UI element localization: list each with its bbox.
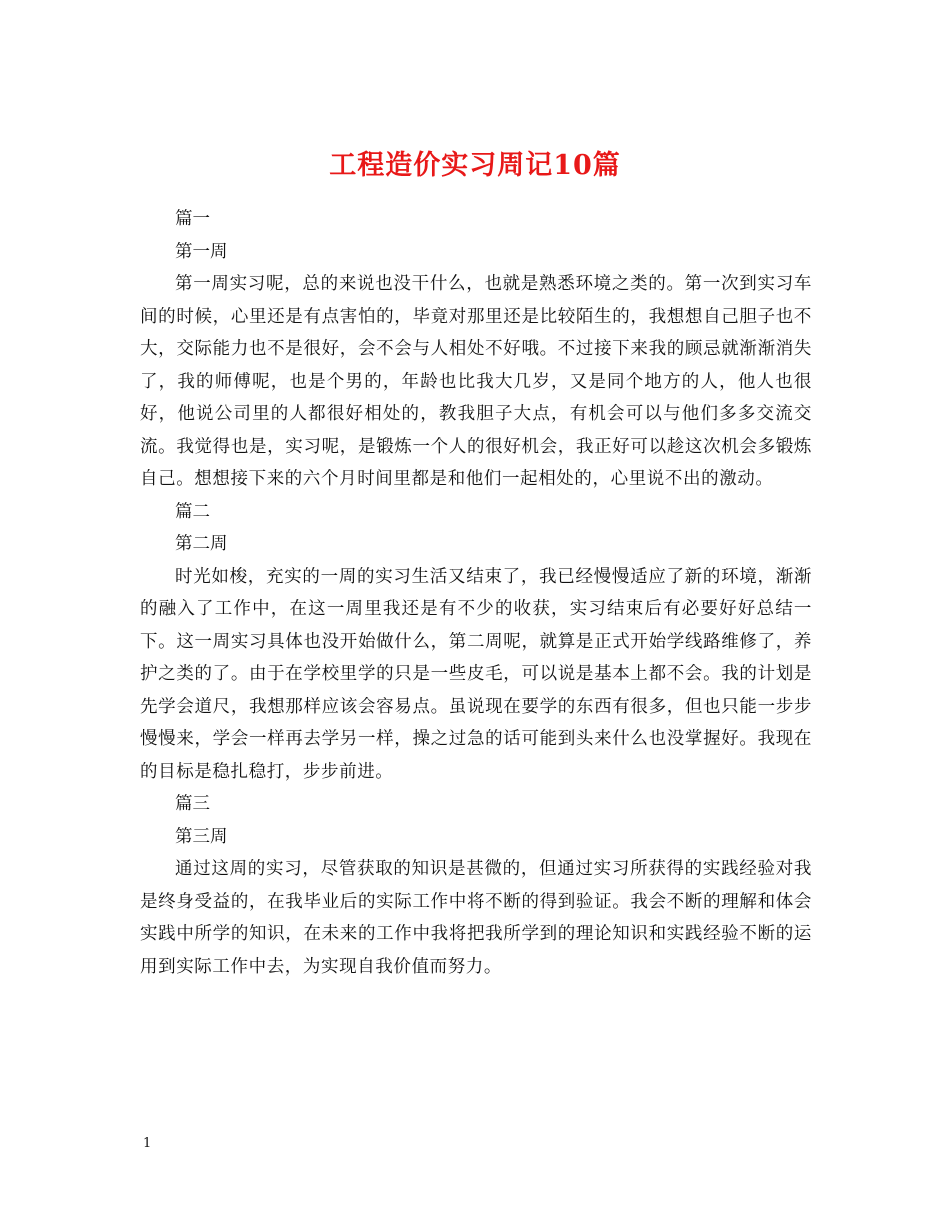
section-label: 篇二	[175, 501, 210, 522]
page-number: 1	[143, 1136, 152, 1151]
section-label: 篇一	[175, 209, 210, 229]
section-paragraph: 通过这周的实习，尽管获取的知识是甚微的，但通过实习所获得的实践经验对我是终身受益的，在我毕业后的实际工作中将不断的得到验证。我会不断的理解和体会实践中所学的知识，在未来的工作中我将把我所学到的理论知识和实践经验不断的运用到实际工作中去，为实现自我价值而努力。	[140, 859, 812, 977]
section-paragraph: 第一周实习呢，总的来说也没干什么，也就是熟悉环境之类的。第一次到实习车间的时候，心里还是有点害怕的，毕竟对那里还是比较陌生的，我想想自己胆子也不大，交际能力也不是很好，会不会与人相处不好哦。不过接下来我的顾忌就渐渐消失了，我的师傅呢，也是个男的，年龄也比我大几岁，又是同个地方的人，他人也很好，他说公司里的人都很好相处的，教我胆子大点，有机会可以与他们多多交流交流。我觉得也是，实习呢，是锻炼一个人的很好机会，我正好可以趁这次机会多锻炼自己。想想接下来的六个月时间里都是和他们一起相处的，心里说不出的激动。	[140, 274, 812, 489]
section-paragraph: 时光如梭，充实的一周的实习生活又结束了，我已经慢慢适应了新的环境，渐渐的融入了工作中，在这一周里我还是有不少的收获，实习结束后有必要好好总结一下。这一周实习具体也没开始做什么，第二周呢，就算是正式开始学线路维修了，养护之类的了。由于在学校里学的只是一些皮毛，可以说是基本上都不会。我的计划是先学会道尺，我想那样应该会容易点。虽说现在要学的东西有很多，但也只能一步步慢慢来，学会一样再去学另一样，操之过急的话可能到头来什么也没掌握好。我现在的目标是稳扎稳打，步步前进。	[140, 566, 812, 782]
week-heading: 第一周	[175, 241, 228, 262]
week-heading: 第三周	[175, 826, 228, 847]
week-heading: 第二周	[175, 534, 228, 554]
document-title: 工程造价实习周记10篇	[329, 150, 621, 182]
document-body	[140, 203, 812, 983]
section-label: 篇三	[175, 794, 210, 814]
